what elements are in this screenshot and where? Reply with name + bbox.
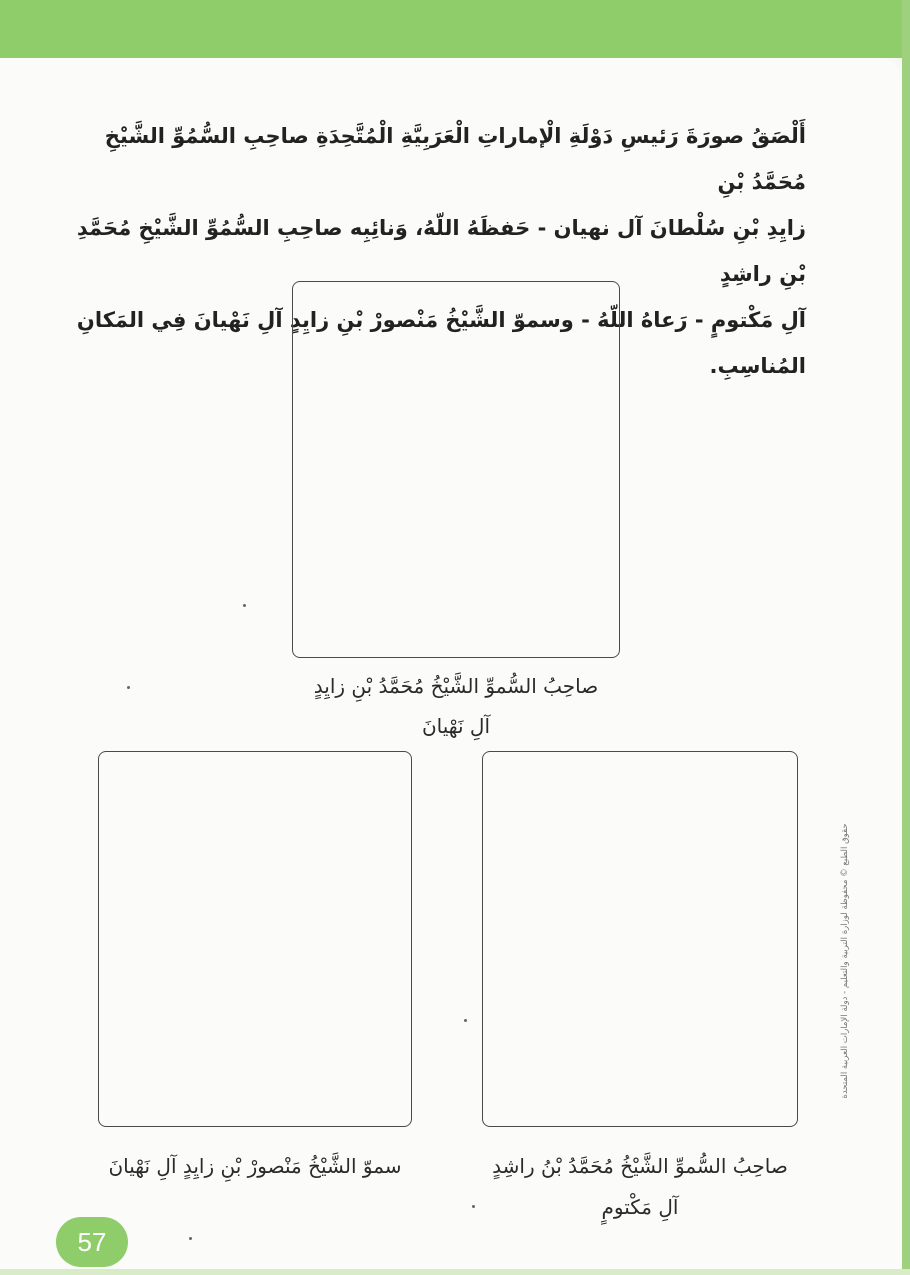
right-edge-band [902, 0, 910, 1275]
paper-speck [464, 1019, 467, 1022]
caption-bottom-left: سموّ الشَّيْخُ مَنْصورْ بْنِ زايِدٍ آلِ نَهْيانَ [108, 1154, 402, 1178]
photo-frame-bottom-left [98, 751, 412, 1127]
caption-bottom-right-line-1: صاحِبُ السُّموِّ الشَّيْخُ مُحَمَّدُ بْنُ راشِدٍ [492, 1154, 788, 1178]
caption-top-line-1: صاحِبُ السُّموِّ الشَّيْخُ مُحَمَّدُ بْنِ زايِدٍ [313, 674, 599, 698]
instruction-line-2: زايِدِ بْنِ سُلْطانَ آل نهيان - حَفظَهُ اللّهُ، وَنائِبِه صاحِبِ السُّمُوِّ الشَّيْخِ مُحَمَّدِ بْنِ راشِدٍ [76, 216, 806, 286]
caption-top-line-2: آلِ نَهْيانَ [421, 714, 491, 738]
page-number-badge: 57 [56, 1217, 128, 1267]
paper-speck [189, 1237, 192, 1240]
copyright-side-note: حقوق الطبع © محفوظة لوزارة التربية والتعليم - دولة الإمارات العربية المتحدة [840, 823, 850, 1099]
paper-speck [243, 604, 246, 607]
bottom-strip [0, 1269, 910, 1275]
paper-speck [127, 686, 130, 689]
instruction-line-1: أَلْصَقُ صورَةَ رَئيسِ دَوْلَةِ الْإماراتِ الْعَرَبِيَّةِ الْمُتَّحِدَةِ صاحِبِ السُّمُوِّ الشَّيْخِ مُحَمَّدُ بْنِ [104, 124, 806, 194]
paper-speck [472, 1205, 475, 1208]
photo-frame-top [292, 281, 620, 658]
caption-bottom-right-line-2: آلِ مَكْتومٍ [601, 1195, 679, 1219]
photo-frame-bottom-right [482, 751, 798, 1127]
instruction-line-3: آلِ مَكْتومٍ - رَعاهُ اللّهُ - وسموّ الشَّيْخُ مَنْصورْ بْنِ زايِدٍ آلِ نَهْيانَ فِي المَكانِ المُناسِبِ. [76, 308, 806, 378]
header-band [0, 0, 910, 58]
